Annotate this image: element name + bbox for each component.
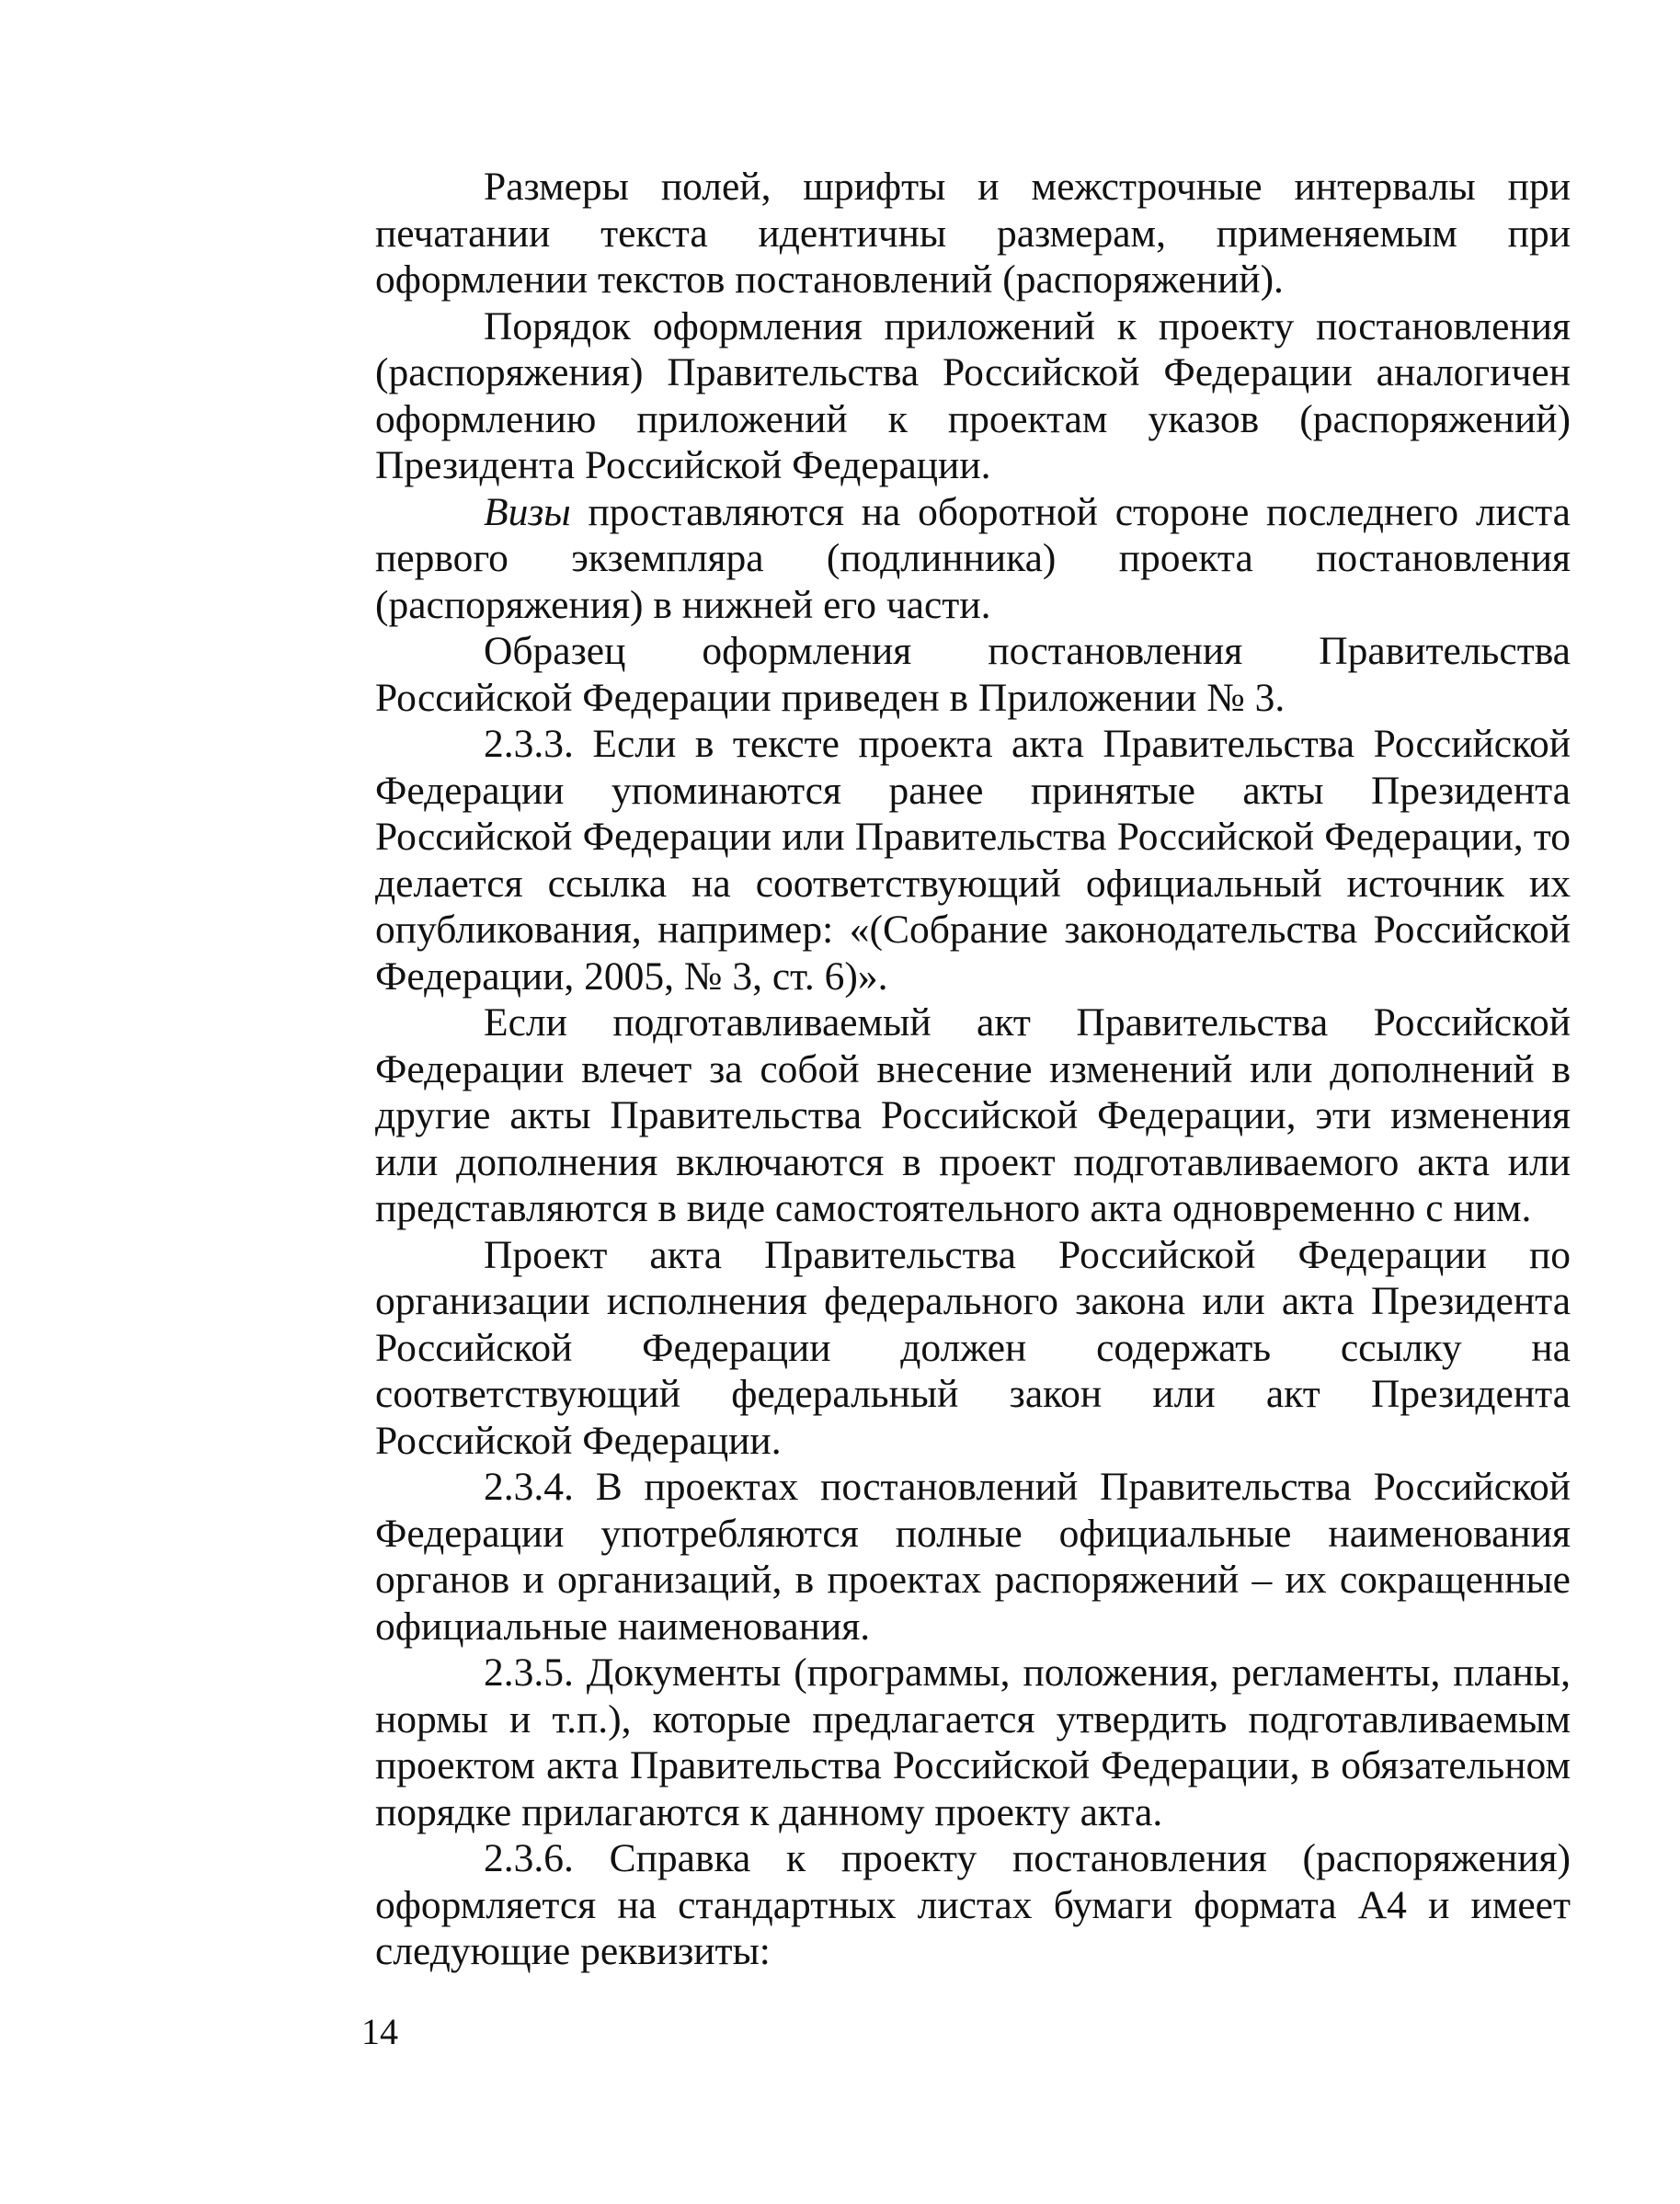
paragraph-6: Если подготавливаемый акт Правительства Российской Федерации влечет за собой внесение изменений или дополнений в другие акты Правительства Российской Федерации, эти изменения или дополнения включаются в проект подготавливаемого акта или представляются в виде самостоятельного акта одновременно с ним.: [375, 1000, 1571, 1230]
body-text: [375, 164, 1571, 1975]
paragraph-1: Размеры полей, шрифты и межстрочные интервалы при печатании текста идентичны размерам, применяемым при оформлении текстов постановлений (распоряжений).: [375, 165, 1571, 302]
paragraph-4: Образец оформления постановления Правительства Российской Федерации приведен в Приложении № 3.: [375, 629, 1571, 720]
paragraph-8: 2.3.4. В проектах постановлений Правительства Российской Федерации употребляются полные официальные наименования органов и организаций, в проектах распоряжений – их сокращенные официальные наименования.: [375, 1465, 1571, 1649]
paragraph-5: 2.3.3. Если в тексте проекта акта Правительства Российской Федерации упоминаются ранее принятые акты Президента Российской Федерации или Правительства Российской Федерации, то делается ссылка на соответствующий официальный источник их опубликования, например: «(Собрание законодательства Российской Федерации, 2005, № 3, ст. 6)».: [375, 722, 1571, 999]
paragraph-9: 2.3.5. Документы (программы, положения, регламенты, планы, нормы и т.п.), которые предлагается утвердить подготавливаемым проектом акта Правительства Российской Федерации, в обязательном порядке прилагаются к данному проекту акта.: [375, 1650, 1571, 1834]
page-number: 14: [361, 2011, 398, 2052]
paragraph-10: 2.3.6. Справка к проекту постановления (распоряжения) оформляется на стандартных листах бумаги формата А4 и имеет следующие реквизиты:: [375, 1836, 1571, 1973]
paragraph-7: Проект акта Правительства Российской Федерации по организации исполнения федерального закона или акта Президента Российской Федерации должен содержать ссылку на соответствующий федеральный закон или акт Президента Российской Федерации.: [375, 1232, 1571, 1463]
paragraph-3: Визы проставляются на оборотной стороне последнего листа первого экземпляра (подлинника) проекта постановления (распоряжения) в нижней его части.: [375, 489, 1571, 627]
italic-term: Визы: [484, 489, 571, 534]
paragraph-2: Порядок оформления приложений к проекту постановления (распоряжения) Правительства Российской Федерации аналогичен оформлению приложений к проектам указов (распоряжений) Президента Российской Федерации.: [375, 303, 1571, 487]
